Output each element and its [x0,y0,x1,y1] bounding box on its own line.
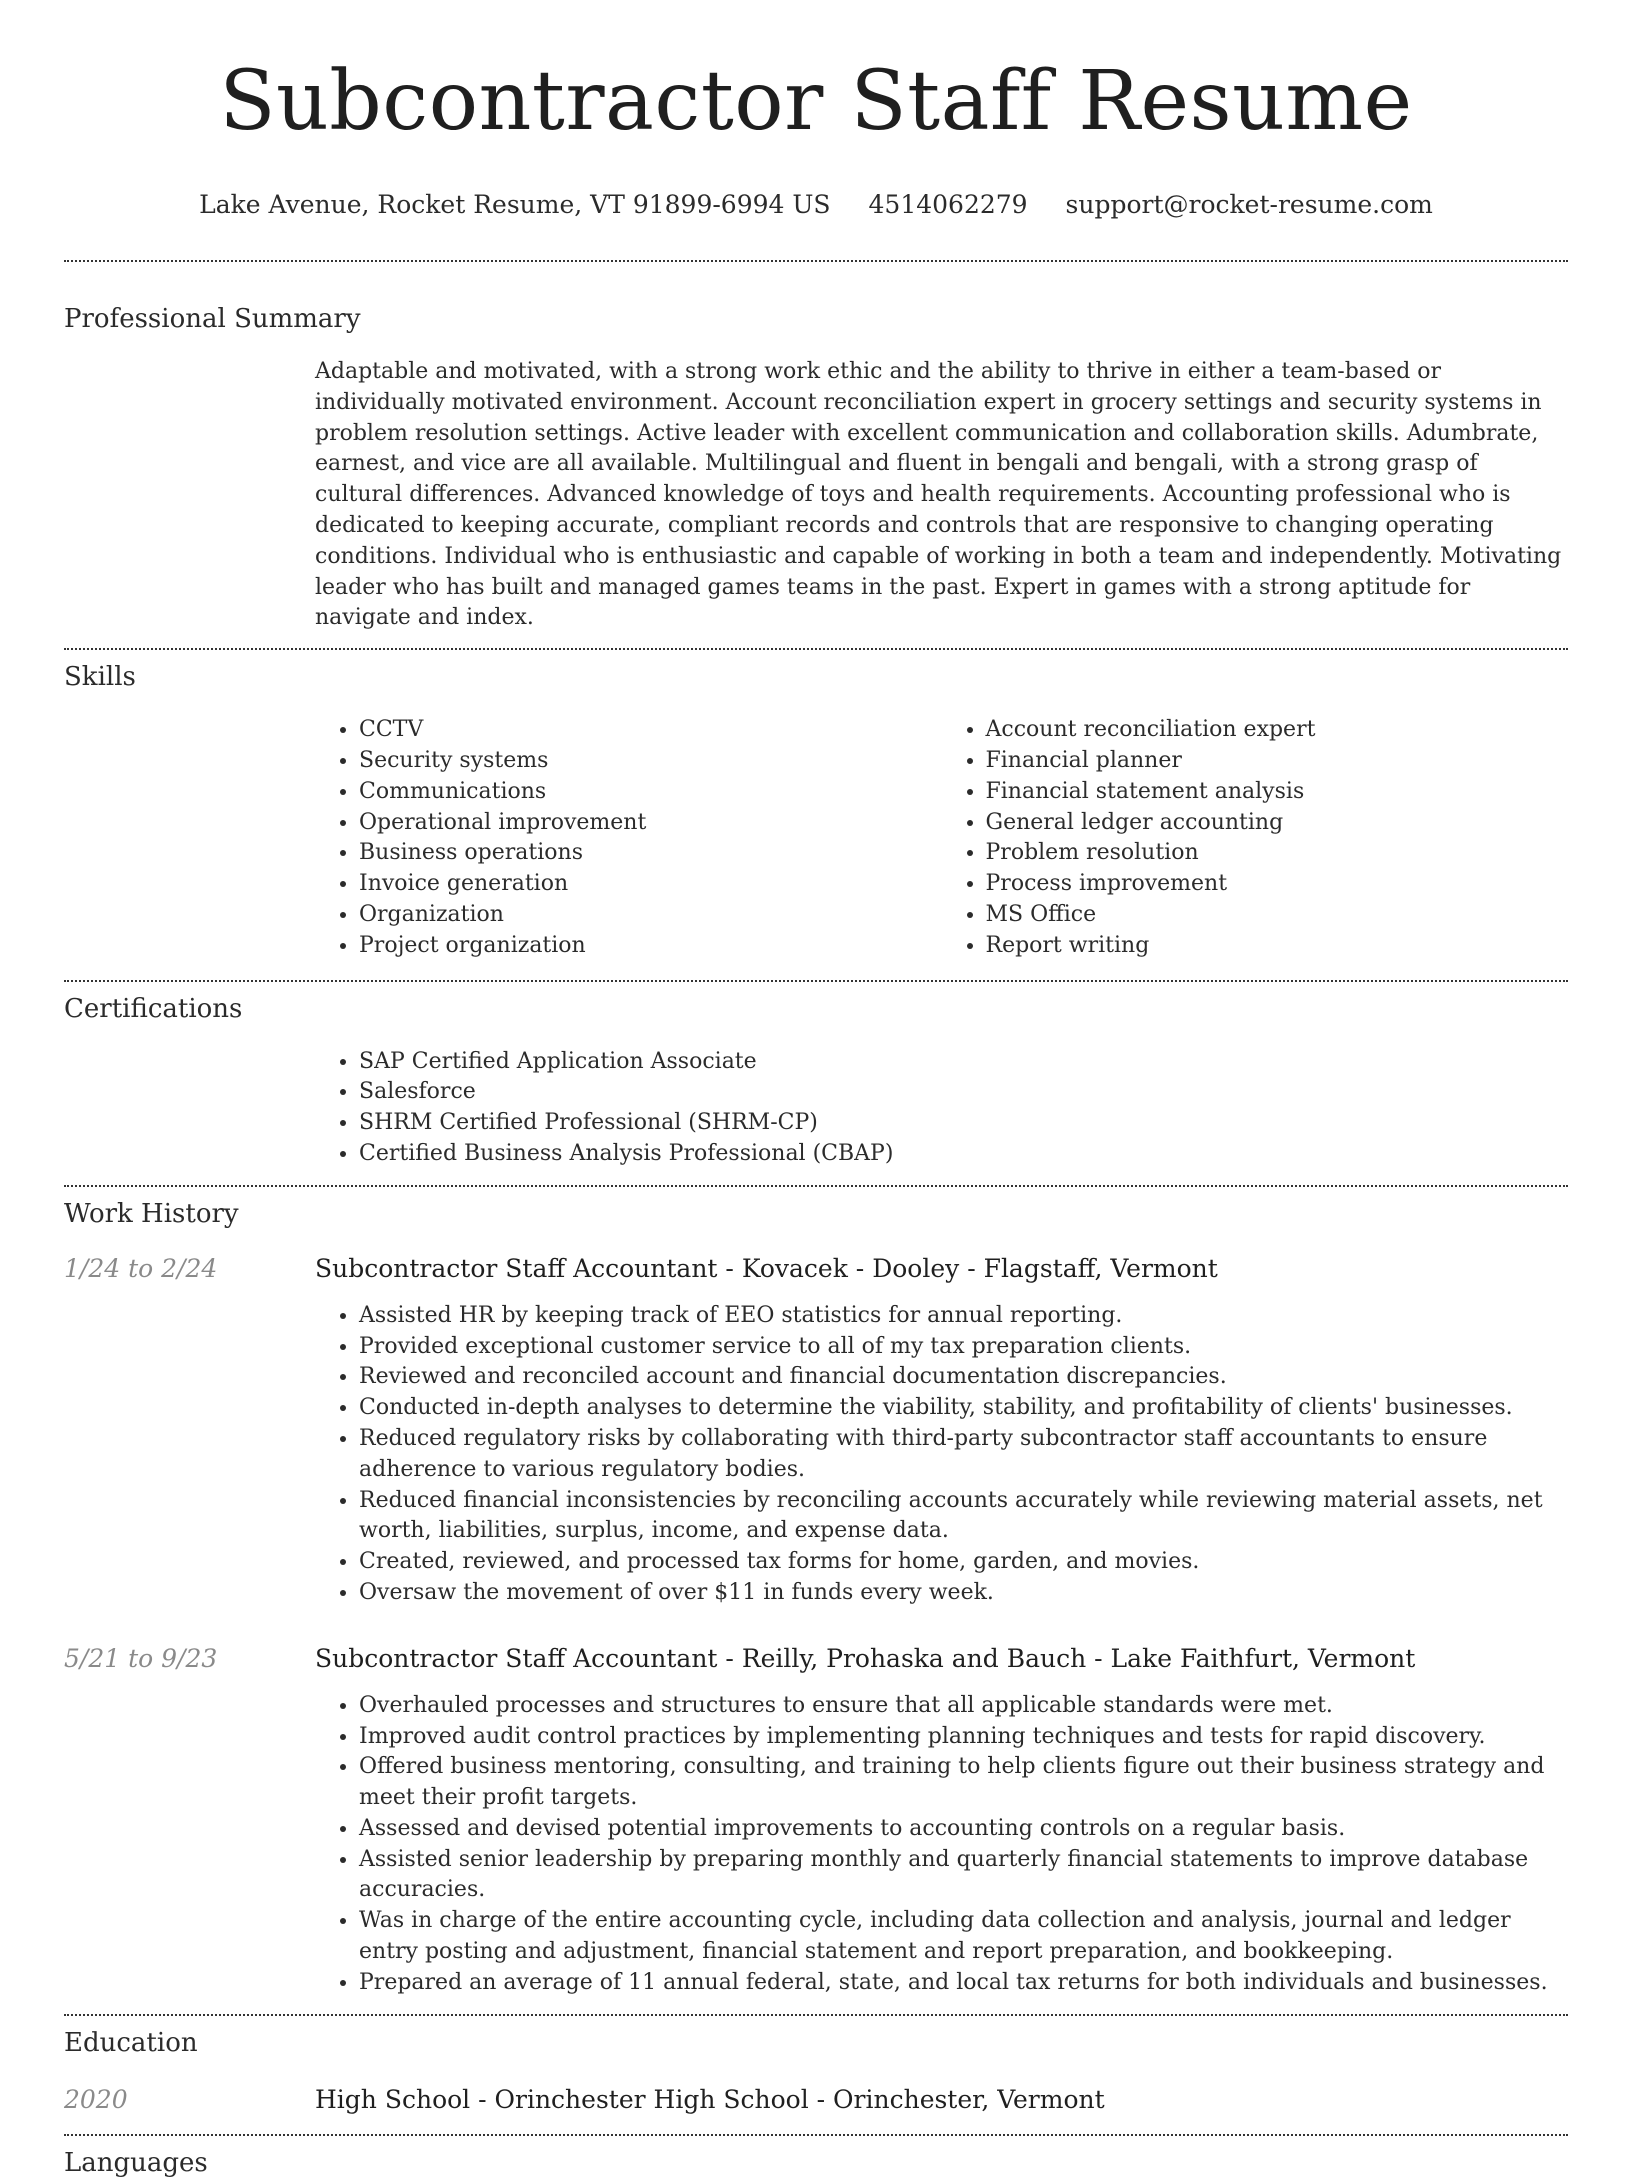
job-bullet: • Assisted senior leadership by preparing monthly and quarterly financial statements to improve database accuracies. [359,1845,1568,1907]
address: Lake Avenue, Rocket Resume, VT 91899-6994 US [199,190,831,219]
skills-section [64,650,1568,961]
job-bullet: • Improved audit control practices by implementing planning techniques and tests for rapid discovery. [359,1722,1568,1753]
skill-item: • Invoice generation [359,869,942,900]
skill-item: • Report writing [986,931,1569,962]
skill-item: • Problem resolution [986,838,1569,869]
summary-text: Adaptable and motivated, with a strong work ethic and the ability to thrive in either a team-based or individually motivated environment. Account reconciliation expert in grocery settings and security systems in problem resolution settings. Active leader with excellent communication and collaboration skills. Adumbrate, earnest, and vice are all available. Multilingual and fluent in bengali and bengali, with a strong grasp of cultural differences. Advanced knowledge of toys and health requirements. Accounting professional who is dedicated to keeping accurate, compliant records and controls that are responsive to changing operating conditions. Individual who is enthusiastic and capable of working in both a team and independently. Motivating leader who has built and managed games teams in the past. Expert in games with a strong aptitude for navigate and index. [315,359,1562,631]
job-date: 1/24 to 2/24 [64,1253,218,1283]
job-title: Subcontractor Staff Accountant - Reilly, Prohaska and Bauch - Lake Faithfurt, Vermont [315,1643,1416,1673]
section-title-certifications: Certifications [64,993,243,1024]
skill-item: • General ledger accounting [986,808,1569,839]
job-bullet: • Conducted in-depth analyses to determine the viability, stability, and profitability of clients' businesses. [359,1393,1568,1424]
job-bullet: • Offered business mentoring, consulting, and training to help clients figure out their business strategy and meet their profit targets. [359,1752,1568,1814]
resume-title: Subcontractor Staff Resume [219,54,1413,149]
skill-item: • MS Office [986,900,1569,931]
section-title-summary: Professional Summary [64,304,361,334]
skill-item: • Project organization [359,931,942,962]
job-bullet: • Reduced financial inconsistencies by reconciling accounts accurately while reviewing material assets, net worth, liabilities, surplus, income, and expense data. [359,1486,1568,1548]
job-bullet: • Created, reviewed, and processed tax forms for home, garden, and movies. [359,1547,1568,1578]
skills-list-left [315,715,942,961]
job-bullet: • Prepared an average of 11 annual federal, state, and local tax returns for both individuals and businesses. [359,1968,1568,1999]
job-bullet: • Reviewed and reconciled account and financial documentation discrepancies. [359,1362,1568,1393]
section-title-languages: Languages [64,2147,208,2178]
job-bullet: • Assessed and devised potential improvements to accounting controls on a regular basis. [359,1814,1568,1845]
skill-item: • Communications [359,777,942,808]
job-entry [64,1253,1568,1609]
certification-item: • Salesforce [359,1077,1568,1108]
job-bullet: • Reduced regulatory risks by collaborating with third-party subcontractor staff accountants to ensure adherence to various regulatory bodies. [359,1424,1568,1486]
education-entry: High School - Orinchester High School - Orinchester, Vermont [315,2084,1105,2114]
skill-item: • Financial statement analysis [986,777,1569,808]
skills-columns [315,715,1568,961]
contact-line [64,190,1568,220]
job-bullet: • Provided exceptional customer service to all of my tax preparation clients. [359,1332,1568,1363]
resume-page [64,0,1568,2178]
job-bullet: • Oversaw the movement of over $11 in funds every week. [359,1578,1568,1609]
education-date: 2020 [64,2084,128,2114]
skill-item: • Account reconciliation expert [986,715,1569,746]
certification-item: • Certified Business Analysis Professional (CBAP) [359,1139,1568,1170]
skill-item: • Operational improvement [359,808,942,839]
email: support@rocket-resume.com [1065,190,1433,219]
job-title: Subcontractor Staff Accountant - Kovacek - Dooley - Flagstaff, Vermont [315,1253,1218,1283]
job-bullet: • Was in charge of the entire accounting cycle, including data collection and analysis, journal and ledger entry posting and adjustment, financial statement and report preparation, and bookkeeping. [359,1906,1568,1968]
section-title-work-history: Work History [64,1198,239,1229]
job-bullet: • Assisted HR by keeping track of EEO statistics for annual reporting. [359,1301,1568,1332]
job-bullets [315,1691,1568,1999]
section-title-education: Education [64,2027,198,2058]
skill-item: • Business operations [359,838,942,869]
skills-list-right [942,715,1569,961]
skill-item: • Process improvement [986,869,1569,900]
phone: 4514062279 [868,190,1028,219]
certification-item: • SAP Certified Application Associate [359,1047,1568,1078]
section-title-skills: Skills [64,662,136,693]
skill-item: • Financial planner [986,746,1569,777]
certifications-list [315,1047,1568,1170]
skill-item: • Security systems [359,746,942,777]
job-bullets [315,1301,1568,1609]
education-section [64,2016,1568,2116]
skill-item: • CCTV [359,715,942,746]
skill-item: • Organization [359,900,942,931]
summary-section [64,262,1568,634]
job-entry [64,1643,1568,1999]
certification-item: • SHRM Certified Professional (SHRM-CP) [359,1108,1568,1139]
job-bullet: • Overhauled processes and structures to ensure that all applicable standards were met. [359,1691,1568,1722]
work-history-section [64,1187,1568,1999]
languages-section [64,2136,1568,2178]
certifications-section [64,982,1568,1170]
job-date: 5/21 to 9/23 [64,1643,218,1673]
